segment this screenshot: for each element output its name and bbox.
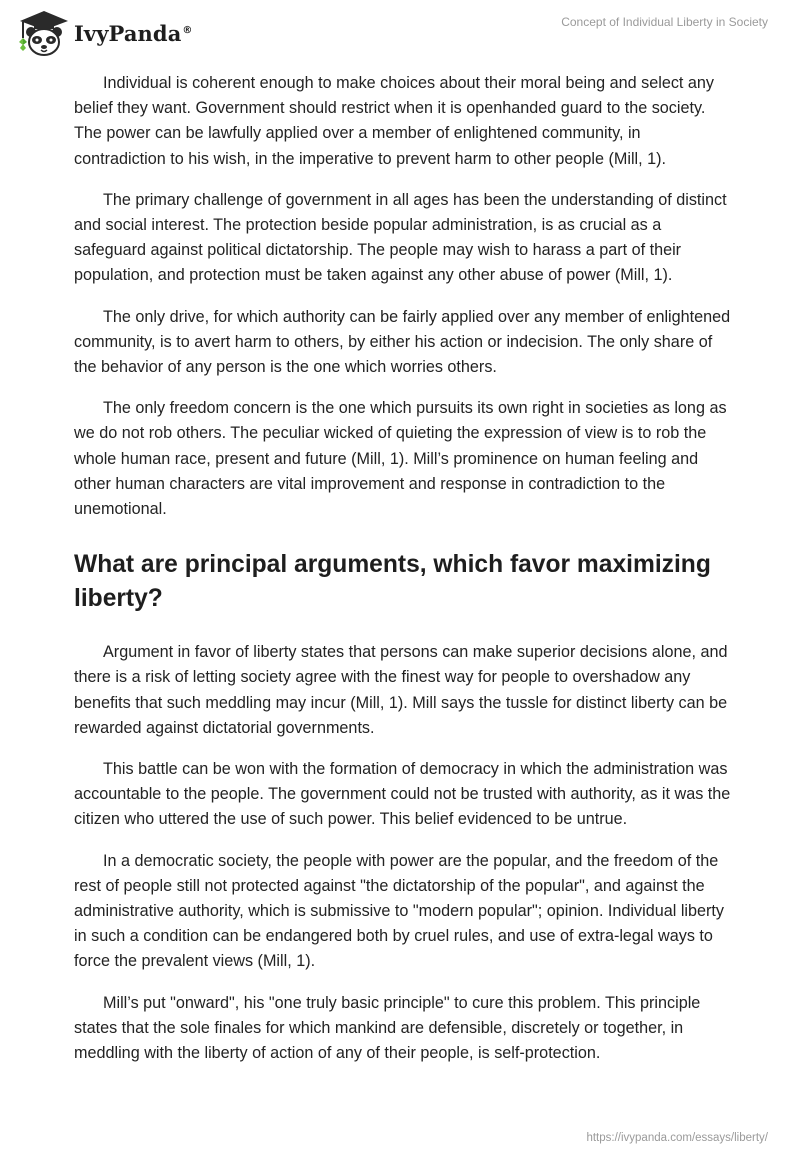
essay-paragraph: This battle can be won with the formation of democracy in which the administration was accountable to the people. The government could not be trusted with authority, as it was the citizen who uttered the use of such power. This belief evidenced to be untrue. xyxy=(74,760,731,829)
ivypanda-logo[interactable] xyxy=(14,8,193,58)
essay-paragraph: In a democratic society, the people with power are the popular, and the freedom of the rest of people still not protected against "the dictatorship of the popular", and against the administrative authority, which is submissive to "modern popular"; opinion. Individual liberty in such a condition can be endangered both by cruel rules, and use of extra-legal ways to force the prevalent views (Mill, 1). xyxy=(74,851,725,971)
essay-paragraph: Mill’s put "onward", his "one truly basic principle" to cure this problem. This principle states that the sole finales for which mankind are defensible, discretely or together, in meddling with the liberty of action of any of their people, is self-protection. xyxy=(74,993,701,1063)
essay-paragraph: The only drive, for which authority can be fairly applied over any member of enlightened community, is to avert harm to others, by either his action or indecision. The only share of the behavior of any person is the one which worries others. xyxy=(74,307,731,377)
essay-paragraph: Argument in favor of liberty states that persons can make superior decisions alone, and there is a risk of letting society agree with the finest way for people to overshadow any benefits that such meddling may incur (Mill, 1). Mill says the tussle for distinct liberty can be rewarded against dictatorial governments. xyxy=(74,643,728,737)
essay-paragraph: The only freedom concern is the one which pursuits its own right in societies as long as we do not rob others. The peculiar wicked of quieting the expression of view is to rob the whole human race, present and future (Mill, 1). Mill’s prominence on human feeling and other human characters are vital improvement and response in contradiction to the unemotional. xyxy=(74,399,727,519)
source-url[interactable]: https://ivypanda.com/essays/liberty/ xyxy=(586,1132,768,1144)
page-header xyxy=(0,0,800,64)
section-heading: What are principal arguments, which favor maximizing liberty? xyxy=(74,551,711,613)
brand-name: IvyPanda® xyxy=(74,20,193,46)
essay-paragraph: The primary challenge of government in all ages has been the understanding of distinct and social interest. The protection beside popular administration, is as crucial as a safeguard against political dictatorship. The people may wish to harass a part of their population, and protection must be taken against any other abuse of power (Mill, 1). xyxy=(74,190,727,285)
essay-paragraph: Individual is coherent enough to make choices about their moral being and select any belief they want. Government should restrict when it is openhanded guard to the society. The power can be lawfully applied over a member of enlightened community, in contradiction to his wish, in the imperative to prevent harm to other people (Mill, 1). xyxy=(74,74,715,168)
registered-mark: ® xyxy=(182,24,193,36)
panda-graduate-icon xyxy=(14,8,70,58)
document-title: Concept of Individual Liberty in Society xyxy=(561,15,768,29)
essay-content xyxy=(74,71,734,1082)
